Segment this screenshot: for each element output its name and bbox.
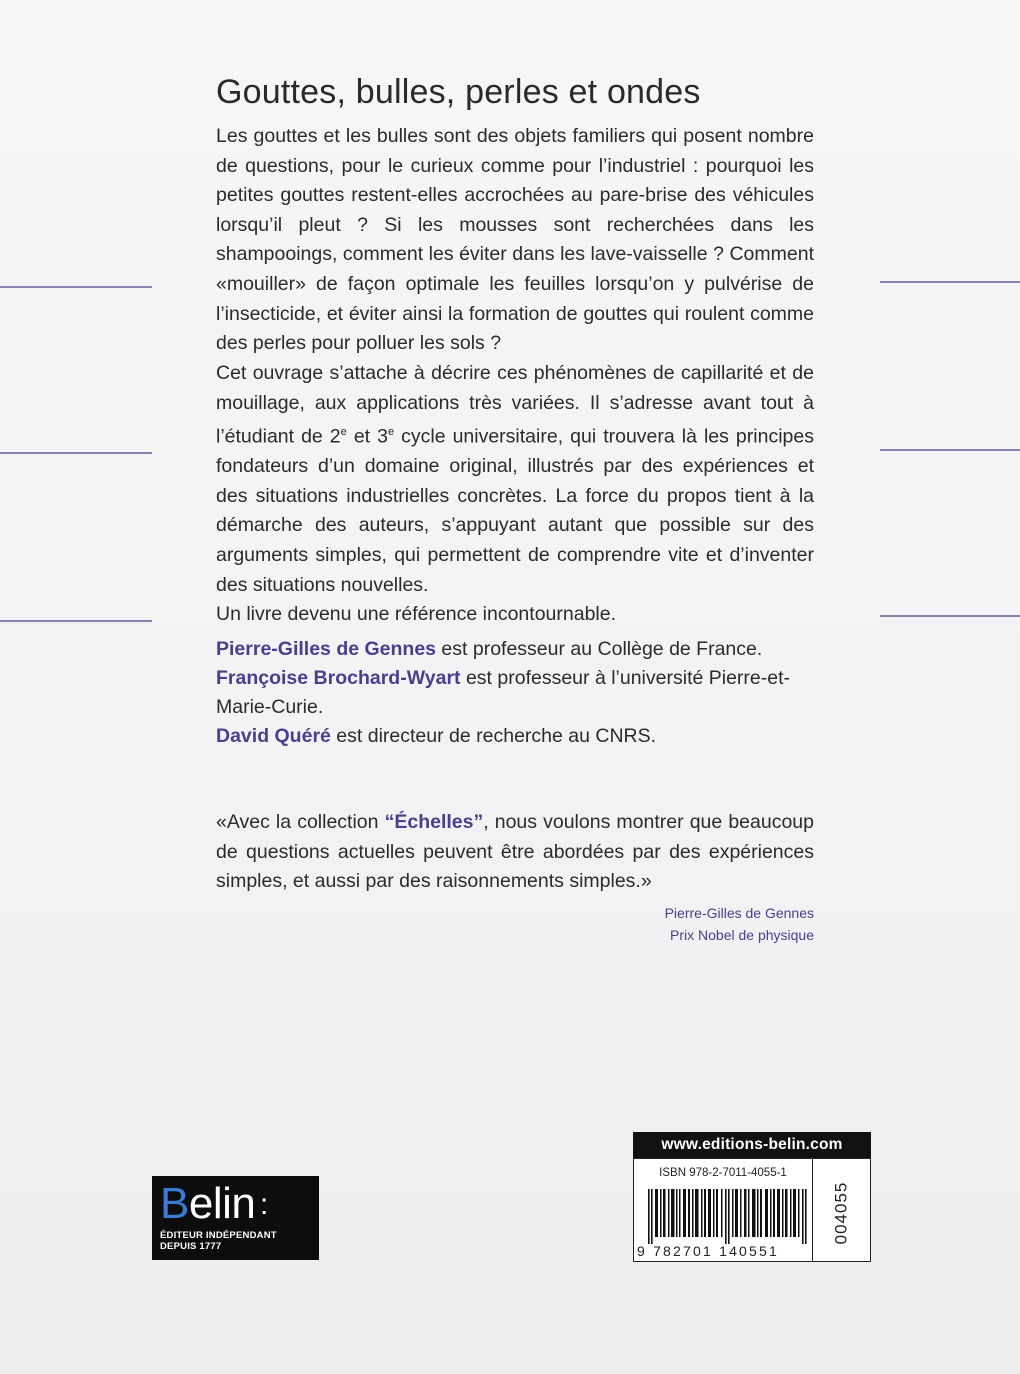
logo-tagline (160, 1230, 277, 1252)
publisher-url: www.editions-belin.com (633, 1132, 871, 1158)
belin-logo (152, 1176, 319, 1260)
attribution-title: Prix Nobel de physique (670, 927, 814, 943)
margin-rule (880, 449, 1020, 451)
logo-wordmark (160, 1180, 255, 1228)
intro-paragraph: Les gouttes et les bulles sont des objets familiers qui posent nombre de questions, pour le curieux comme pour l’industriel : pourquoi les petites gouttes restent-elles accrochées au pare-brise des véhicules lorsqu’il pleut ? Si les mousses sont recherchées dans les shampooings, comment les éviter dans les lave-vaisselle ? Comment «mouiller» de façon optimale les feuilles lorsqu’on y pulvérise de l’insecticide, et éviter ainsi la formation de gouttes qui roulent comme des perles pour polluer les sols ? (216, 125, 814, 355)
author-entry (216, 635, 814, 664)
barcode-icon (648, 1189, 808, 1244)
margin-rule (880, 615, 1020, 617)
author-role: est directeur de recherche au CNRS. (330, 725, 657, 747)
author-entry (216, 664, 814, 722)
quote-text: «Avec la collection (216, 811, 385, 833)
collection-name: “Échelles” (384, 811, 484, 833)
logo-letter: B (160, 1179, 189, 1228)
author-list (216, 635, 814, 751)
description-paragraph (216, 359, 814, 630)
margin-rule (0, 452, 152, 454)
isbn-label: ISBN 978-2-7011-4055-1 (659, 1167, 787, 1179)
quote-attribution (560, 902, 814, 946)
author-entry (216, 722, 814, 751)
description-text: Cet ouvrage s’attache à décrire ces phénomènes de capillarité et de mouillage, aux applications très variées. Il s’adresse avant tout à l’étudiant de 2 (216, 362, 814, 448)
logo-letters: elin (188, 1179, 256, 1228)
divider (812, 1159, 813, 1261)
description-text: et 3 (346, 425, 388, 448)
isbn-barcode-block (633, 1158, 871, 1262)
margin-rule (0, 286, 152, 288)
quote-text: , nous voulons montrer que beaucoup de questions actuelles peuvent être abordées par des expériences simples, et aussi par des raisonnements simples.» (216, 811, 814, 893)
description-text: cycle universitaire, qui trouvera là les principes fondateurs d’un domaine original, illustrés par des expériences et des situations industrielles concrètes. La force du propos tient à la démarche des auteurs, s’appuyant autant que possible sur des arguments simples, qui permettent de comprendre vite et d’inventer des situations nouvelles. (216, 425, 814, 596)
author-name: David Quéré (216, 725, 331, 747)
internal-code (816, 1173, 866, 1253)
superscript: e (340, 426, 347, 439)
logo-tagline-line: DEPUIS 1777 (160, 1241, 222, 1252)
closing-line: Un livre devenu une référence incontournable. (216, 603, 617, 626)
book-title: Gouttes, bulles, perles et ondes (216, 73, 701, 111)
series-quote (216, 808, 814, 897)
author-name: Françoise Brochard-Wyart (216, 667, 461, 689)
author-role: est professeur à l’université Pierre-et-Marie-Curie. (216, 667, 791, 718)
internal-code-text: 004055 (831, 1181, 851, 1245)
author-role: est professeur au Collège de France. (436, 638, 763, 660)
margin-rule (0, 620, 152, 622)
author-name: Pierre-Gilles de Gennes (216, 638, 437, 660)
barcode-digits: 9 782701 140551 (637, 1243, 779, 1259)
logo-colon: : (260, 1188, 269, 1221)
superscript: e (387, 426, 395, 439)
attribution-name: Pierre-Gilles de Gennes (664, 905, 814, 921)
logo-tagline-line: ÉDITEUR INDÉPENDANT (160, 1230, 277, 1241)
margin-rule (880, 281, 1020, 283)
